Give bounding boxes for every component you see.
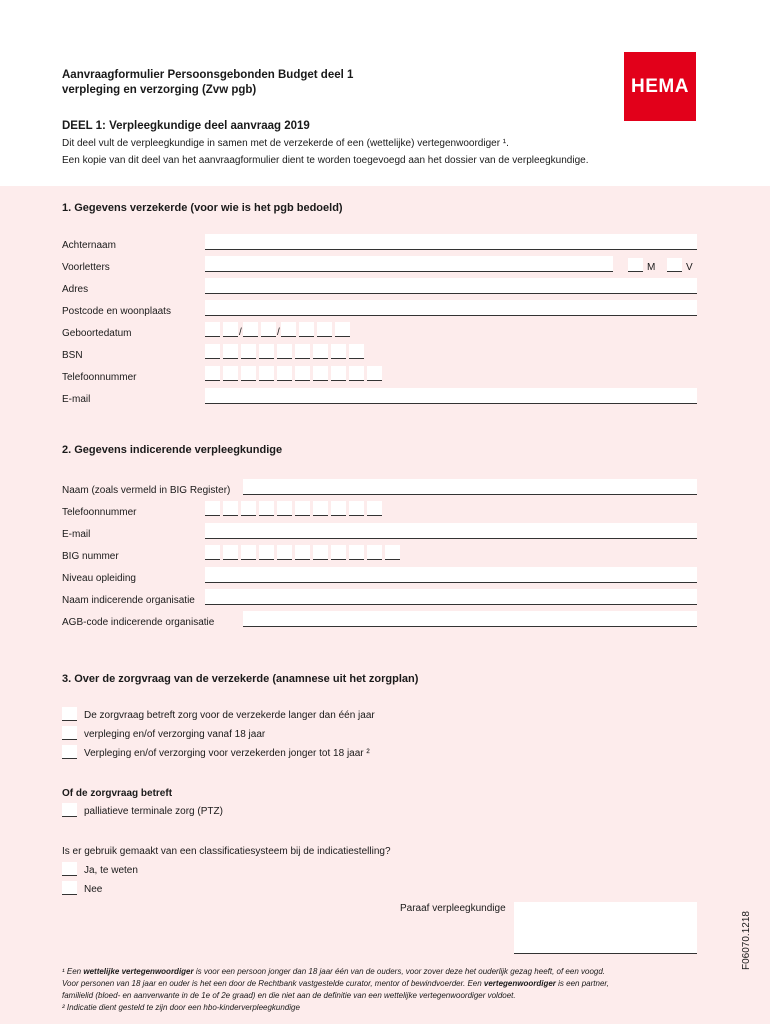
email-field[interactable]	[205, 388, 697, 404]
phone-digit[interactable]	[223, 366, 238, 381]
footnote-1-line2-term: vertegenwoordiger	[483, 979, 556, 988]
option-langer-dan-jaar: De zorgvraag betreft zorg voor de verzekerde langer dan één jaar	[84, 710, 375, 721]
footnote-1-line2	[62, 978, 712, 990]
option-jonger-18: Verpleging en/of verzorging voor verzekerden jonger tot 18 jaar ²	[84, 748, 370, 759]
gender-m-checkbox[interactable]	[628, 258, 643, 272]
label-email: E-mail	[62, 394, 91, 405]
section1-heading: 1. Gegevens verzekerde (voor wie is het pgb bedoeld)	[62, 202, 343, 214]
option-nee: Nee	[84, 884, 103, 895]
footnote-1-text-a: Een	[64, 967, 84, 976]
deel-heading: DEEL 1: Verpleegkundige deel aanvraag 2019	[62, 120, 310, 132]
big-digit[interactable]	[385, 545, 400, 560]
phone-digit[interactable]	[313, 366, 328, 381]
date-digit[interactable]	[223, 322, 238, 337]
checkbox-vanaf-18[interactable]	[62, 726, 77, 740]
date-separator: /	[239, 327, 242, 338]
footnote-1-marker: ¹	[62, 967, 65, 976]
form-code: F06070.1218	[741, 911, 752, 970]
label-voorletters: Voorletters	[62, 262, 110, 273]
date-digit[interactable]	[261, 322, 276, 337]
option-vanaf-18: verpleging en/of verzorging vanaf 18 jaar	[84, 729, 266, 740]
big-digit[interactable]	[367, 545, 382, 560]
footnote-1	[62, 966, 712, 1014]
footnote-1-line3: familielid (bloed- en aanverwante in de 1e of 2e graad) en die niet aan de definitie van een wettelijke vertegenwoordiger voldoet.	[62, 991, 516, 1000]
bsn-digit[interactable]	[349, 344, 364, 359]
phone-digit[interactable]	[241, 501, 256, 516]
bsn-digit[interactable]	[313, 344, 328, 359]
agb-field[interactable]	[243, 611, 697, 627]
checkbox-langer-dan-jaar[interactable]	[62, 707, 77, 721]
footnote-1-line2-a: Voor personen van 18 jaar en ouder is het een door de Rechtbank vastgestelde curator, mentor of bewindvoerder. Een	[62, 979, 484, 988]
phone-digit[interactable]	[205, 366, 220, 381]
date-digit[interactable]	[317, 322, 332, 337]
organisatie-field[interactable]	[205, 589, 697, 605]
phone-digit[interactable]	[367, 366, 382, 381]
label-niveau: Niveau opleiding	[62, 573, 136, 584]
bsn-digit[interactable]	[295, 344, 310, 359]
phone-digit[interactable]	[259, 501, 274, 516]
date-digit[interactable]	[243, 322, 258, 337]
gender-v-label: V	[686, 262, 693, 273]
label-agb: AGB-code indicerende organisatie	[62, 617, 215, 628]
section2-heading: 2. Gegevens indicerende verpleegkundige	[62, 444, 283, 456]
label-big-nummer: BIG nummer	[62, 551, 119, 562]
label-bsn: BSN	[62, 350, 83, 361]
option-ptz: palliatieve terminale zorg (PTZ)	[84, 806, 223, 817]
achternaam-field[interactable]	[205, 234, 697, 250]
phone-digit[interactable]	[277, 501, 292, 516]
bsn-digit[interactable]	[241, 344, 256, 359]
footnote-1-term: wettelijke vertegenwoordiger	[83, 967, 194, 976]
phone-digit[interactable]	[331, 501, 346, 516]
postcode-field[interactable]	[205, 300, 697, 316]
footnote-2: ² Indicatie dient gesteld te zijn door een hbo-kinderverpleegkundige	[62, 1003, 300, 1012]
adres-field[interactable]	[205, 278, 697, 294]
date-digit[interactable]	[335, 322, 350, 337]
phone-digit[interactable]	[313, 501, 328, 516]
checkbox-nee[interactable]	[62, 881, 77, 895]
label-geboortedatum: Geboortedatum	[62, 328, 132, 339]
phone-digit[interactable]	[259, 366, 274, 381]
label-naam-big: Naam (zoals vermeld in BIG Register)	[62, 485, 231, 496]
phone-digit[interactable]	[295, 366, 310, 381]
bsn-digit[interactable]	[223, 344, 238, 359]
date-digit[interactable]	[281, 322, 296, 337]
big-digit[interactable]	[295, 545, 310, 560]
classificatie-question: Is er gebruik gemaakt van een classificatiesysteem bij de indicatiestelling?	[62, 846, 391, 857]
label-email-vk: E-mail	[62, 529, 91, 540]
paraaf-field[interactable]	[514, 902, 697, 954]
phone-digit[interactable]	[295, 501, 310, 516]
label-adres: Adres	[62, 284, 89, 295]
big-digit[interactable]	[277, 545, 292, 560]
date-digit[interactable]	[205, 322, 220, 337]
date-separator: /	[277, 327, 280, 338]
bsn-digit[interactable]	[331, 344, 346, 359]
big-digit[interactable]	[259, 545, 274, 560]
intro-line1: Dit deel vult de verpleegkundige in samen met de verzekerde of een (wettelijke) vertegenwoordiger ¹.	[62, 138, 509, 149]
form-title-line2: verpleging en verzorging (Zvw pgb)	[62, 84, 257, 96]
niveau-field[interactable]	[205, 567, 697, 583]
big-digit[interactable]	[313, 545, 328, 560]
phone-digit[interactable]	[331, 366, 346, 381]
big-digit[interactable]	[349, 545, 364, 560]
big-digit[interactable]	[241, 545, 256, 560]
section3-heading: 3. Over de zorgvraag van de verzekerde (anamnese uit het zorgplan)	[62, 673, 419, 685]
of-zorgvraag-heading: Of de zorgvraag betreft	[62, 788, 173, 799]
phone-digit[interactable]	[349, 366, 364, 381]
form-title-line1: Aanvraagformulier Persoonsgebonden Budget deel 1	[62, 69, 354, 81]
intro-line2: Een kopie van dit deel van het aanvraagformulier dient te worden toegevoegd aan het dossier van de verpleegkundige.	[62, 155, 589, 166]
checkbox-jonger-18[interactable]	[62, 745, 77, 759]
footnote-1-line2-c: is een partner,	[555, 979, 609, 988]
phone-digit[interactable]	[277, 366, 292, 381]
paraaf-label: Paraaf verpleegkundige	[400, 903, 506, 914]
option-ja: Ja, te weten	[84, 865, 138, 876]
date-digit[interactable]	[299, 322, 314, 337]
phone-digit[interactable]	[367, 501, 382, 516]
naam-field[interactable]	[243, 479, 697, 495]
gender-m-label: M	[647, 262, 656, 273]
footnote-1-text-c: is voor een persoon jonger dan 18 jaar één van de ouders, voor zover deze het ouderlijk gezag heeft, of een voogd.	[193, 967, 606, 976]
phone-digit[interactable]	[205, 501, 220, 516]
bsn-digit[interactable]	[277, 344, 292, 359]
voorletters-field[interactable]	[205, 256, 613, 272]
bsn-digit[interactable]	[259, 344, 274, 359]
label-achternaam: Achternaam	[62, 240, 116, 251]
form-title	[62, 68, 353, 98]
email-vk-field[interactable]	[205, 523, 697, 539]
label-organisatie: Naam indicerende organisatie	[62, 595, 195, 606]
phone-digit[interactable]	[241, 366, 256, 381]
checkbox-ptz[interactable]	[62, 803, 77, 817]
label-telefoon-vk: Telefoonnummer	[62, 507, 137, 518]
big-digit[interactable]	[205, 545, 220, 560]
hema-logo: HEMA	[624, 52, 696, 121]
big-digit[interactable]	[223, 545, 238, 560]
big-digit[interactable]	[331, 545, 346, 560]
checkbox-ja[interactable]	[62, 862, 77, 876]
label-postcode: Postcode en woonplaats	[62, 306, 171, 317]
label-telefoon: Telefoonnummer	[62, 372, 137, 383]
phone-digit[interactable]	[223, 501, 238, 516]
phone-digit[interactable]	[349, 501, 364, 516]
gender-v-checkbox[interactable]	[667, 258, 682, 272]
bsn-digit[interactable]	[205, 344, 220, 359]
footnote-1-line1	[62, 966, 712, 978]
